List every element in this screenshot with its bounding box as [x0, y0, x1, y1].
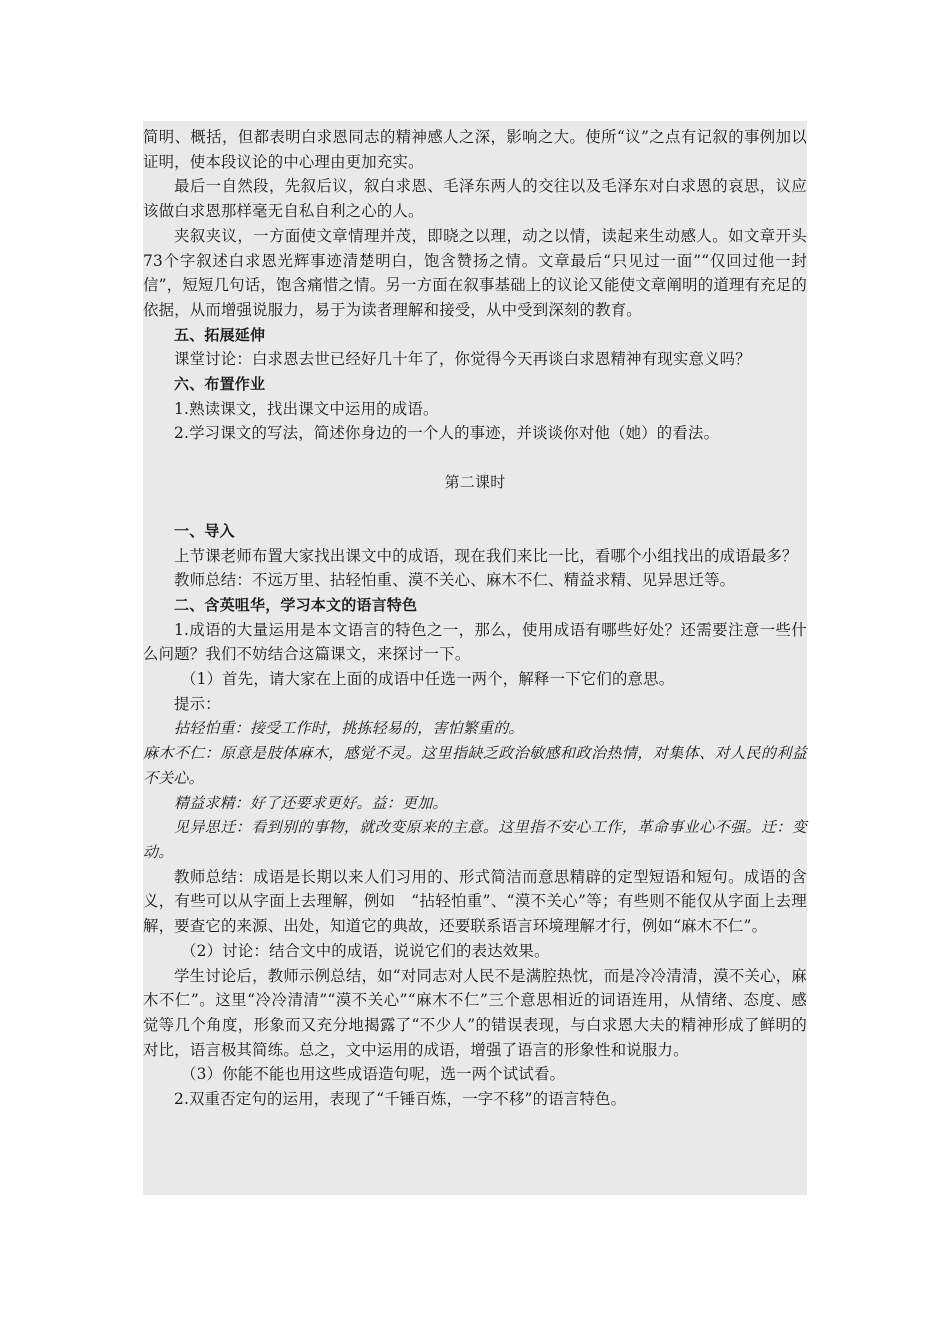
homework-item: 2.学习课文的写法，简述你身边的一个人的事迹，并谈谈你对他（她）的看法。 — [174, 424, 720, 443]
question-2: （2）讨论：结合文中的成语，说说它们的表达效果。 — [181, 941, 550, 960]
paragraph-idioms-point: 1.成语的大量运用是本文语言的特色之一，那么，使用成语有哪些好处？还需要注意一些什么问题？我们不妨结合这篇课文，来探讨一下。 — [143, 620, 807, 664]
homework-item: 1.熟读课文，找出课文中运用的成语。 — [174, 399, 439, 418]
document-body — [143, 125, 807, 1112]
hint-item: 见异思迁：看到别的事物，就改变原来的主意。这里指不安心工作，革命事业心不强。迁：变动。 — [143, 818, 807, 861]
paragraph-class-discussion: 课堂讨论：白求恩去世已经好几十年了，你觉得今天再谈白求恩精神有现实意义吗？ — [174, 350, 751, 369]
hint-item: 麻木不仁：原意是肢体麻木，感觉不灵。这里指缺乏政治敏感和政治热情，对集体、对人民的利益不关心。 — [143, 744, 807, 787]
paragraph-teacher-summary: 教师总结：成语是长期以来人们习用的、形式简洁而意思精辟的定型短语和短句。成语的含义，有些可以从字面上去理解，例如 “拈轻怕重”、“漠不关心”等；有些则不能仅从字面上去理解，要查它的来源、出处，知道它的典故，还要联系语言环境理解才行，例如“麻木不仁”。 — [143, 867, 807, 936]
paragraph-double-negative: 2.双重否定句的运用，表现了“千锤百炼，一字不移”的语言特色。 — [174, 1090, 627, 1109]
hint-item: 精益求精：好了还要求更好。益：更加。 — [174, 793, 448, 812]
paragraph-discussion: 学生讨论后，教师示例总结，如“对同志对人民不是满腔热忱，而是冷冷清清，漠不关心，麻木不仁”。这里“冷冷清清”“漠不关心”“麻木不仁”三个意思相近的词语连用，从情绪、态度、感觉等几个角度，形象而又充分地揭露了“不少人”的错误表现，与白求恩大夫的精神形成了鲜明的对比，语言极其简练。总之，文中运用的成语，增强了语言的形象性和说服力。 — [143, 966, 807, 1059]
hint-label: 提示： — [174, 694, 221, 713]
question-3: （3）你能不能也用这些成语造句呢，选一两个试试看。 — [181, 1065, 566, 1084]
question-1: （1）首先，请大家在上面的成语中任选一两个，解释一下它们的意思。 — [181, 670, 675, 689]
section-heading-language: 二、含英咀华，学习本文的语言特色 — [174, 595, 418, 614]
section-heading-homework: 六、布置作业 — [174, 375, 266, 394]
hint-item: 拈轻怕重：接受工作时，挑拣轻易的，害怕繁重的。 — [174, 719, 524, 738]
section-heading-intro: 一、导入 — [174, 521, 235, 540]
section-heading-extension: 五、拓展延伸 — [174, 325, 266, 344]
paragraph-intro-summary: 教师总结：不远万里、拈轻怕重、漠不关心、麻木不仁、精益求精、见异思迁等。 — [174, 571, 736, 590]
paragraph-last-section: 最后一自然段，先叙后议，叙白求恩、毛泽东两人的交往以及毛泽东对白求恩的哀思，议应该做白求恩那样毫无自私自利之心的人。 — [143, 177, 807, 221]
paragraph-continuation: 简明、概括，但都表明白求恩同志的精神感人之深，影响之大。使所“议”之点有记叙的事例加以证明，使本段议论的中心理由更加充实。 — [143, 128, 807, 171]
paragraph-narrative-argument: 夹叙夹议，一方面使文章情理并茂，即晓之以理，动之以情，读起来生动感人。如文章开头73个字叙述白求恩光辉事迹清楚明白，饱含赞扬之情。文章最后“只见过一面”“仅回过他一封信”，短短几句话，饱含痛惜之情。另一方面在叙事基础上的议论又能使文章阐明的道理有充足的依据，从而增强说服力，易于为读者理解和接受，从中受到深刻的教育。 — [143, 226, 807, 319]
paragraph-intro: 上节课老师布置大家找出课文中的成语，现在我们来比一比，看哪个小组找出的成语最多？ — [174, 546, 798, 565]
lesson-title: 第二课时 — [444, 473, 506, 492]
